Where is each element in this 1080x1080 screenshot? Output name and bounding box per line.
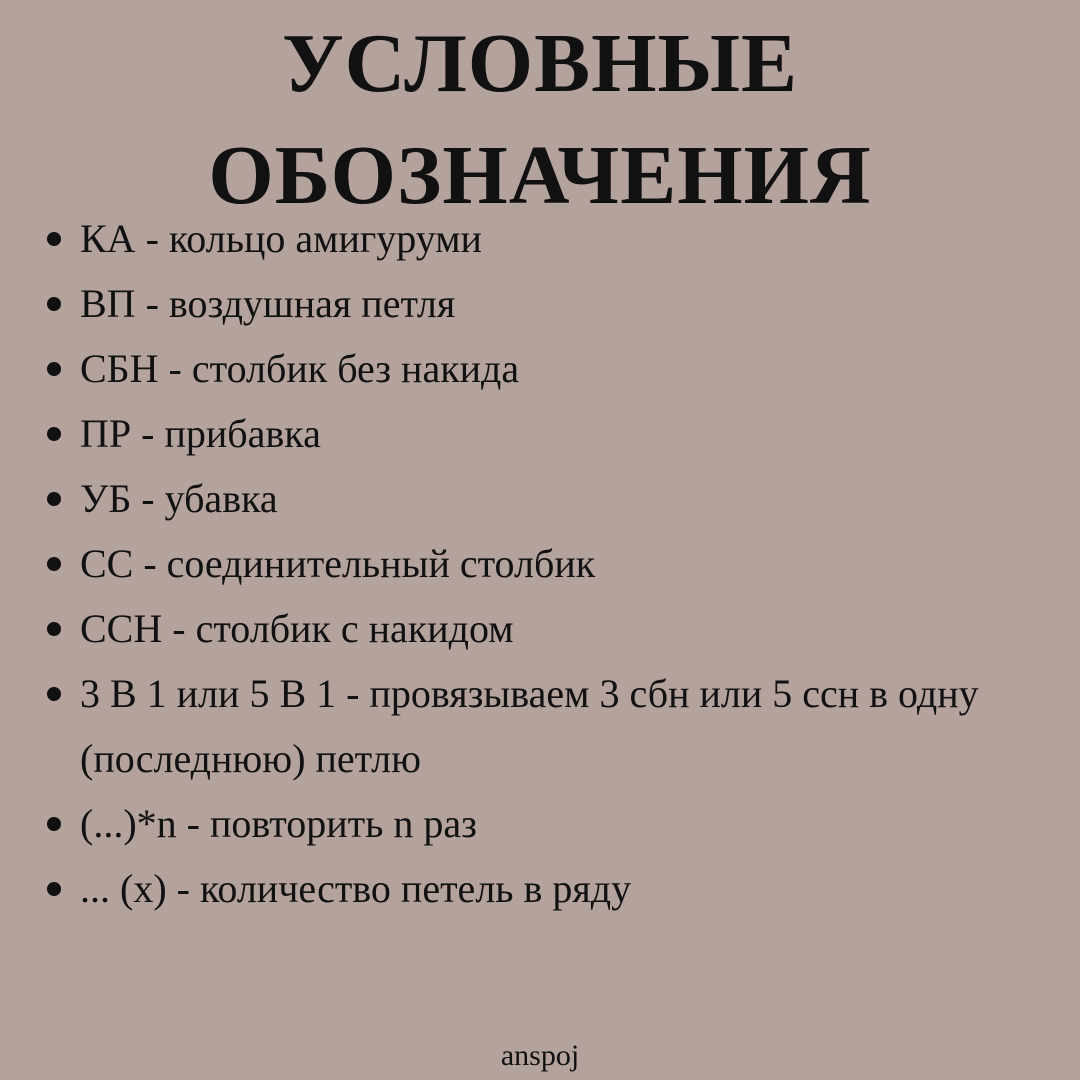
bullet-icon	[47, 492, 61, 506]
list-item	[44, 336, 1054, 401]
list-item	[44, 791, 1054, 856]
list-item	[44, 466, 1054, 531]
bullet-icon	[47, 687, 61, 701]
list-item-text: КА - кольцо амигуруми	[80, 216, 482, 261]
abbreviation-list	[44, 206, 1054, 921]
title-line-1: УСЛОВНЫЕ	[281, 17, 799, 110]
list-item	[44, 531, 1054, 596]
list-item-text: СС - соединительный столбик	[80, 541, 596, 586]
list-item-text: СБН - столбик без накида	[80, 346, 520, 391]
bullet-icon	[47, 557, 61, 571]
page-title	[0, 8, 1080, 232]
list-item	[44, 271, 1054, 336]
bullet-icon	[47, 362, 61, 376]
bullet-icon	[47, 427, 61, 441]
list-item-text: ВП - воздушная петля	[80, 281, 456, 326]
bullet-icon	[47, 622, 61, 636]
list-item-text: (...)*n - повторить n раз	[80, 801, 477, 846]
bullet-icon	[47, 882, 61, 896]
bullet-icon	[47, 817, 61, 831]
author-signature: anspoj	[500, 1039, 580, 1072]
list-item	[44, 401, 1054, 466]
list-item-text: ПР - прибавка	[80, 411, 321, 456]
list-item-text: 3 В 1 или 5 В 1 - провязываем 3 сбн или 5 ссн в одну (последнюю) петлю	[80, 671, 979, 781]
list-item	[44, 661, 1054, 791]
title-line-2: ОБОЗНАЧЕНИЯ	[208, 129, 872, 222]
list-item	[44, 596, 1054, 661]
list-item	[44, 206, 1054, 271]
list-item	[44, 856, 1054, 921]
bullet-icon	[47, 232, 61, 246]
bullet-icon	[47, 297, 61, 311]
list-item-text: УБ - убавка	[80, 476, 278, 521]
list-item-text: ССН - столбик с накидом	[80, 606, 514, 651]
list-item-text: ... (x) - количество петель в ряду	[80, 866, 632, 911]
